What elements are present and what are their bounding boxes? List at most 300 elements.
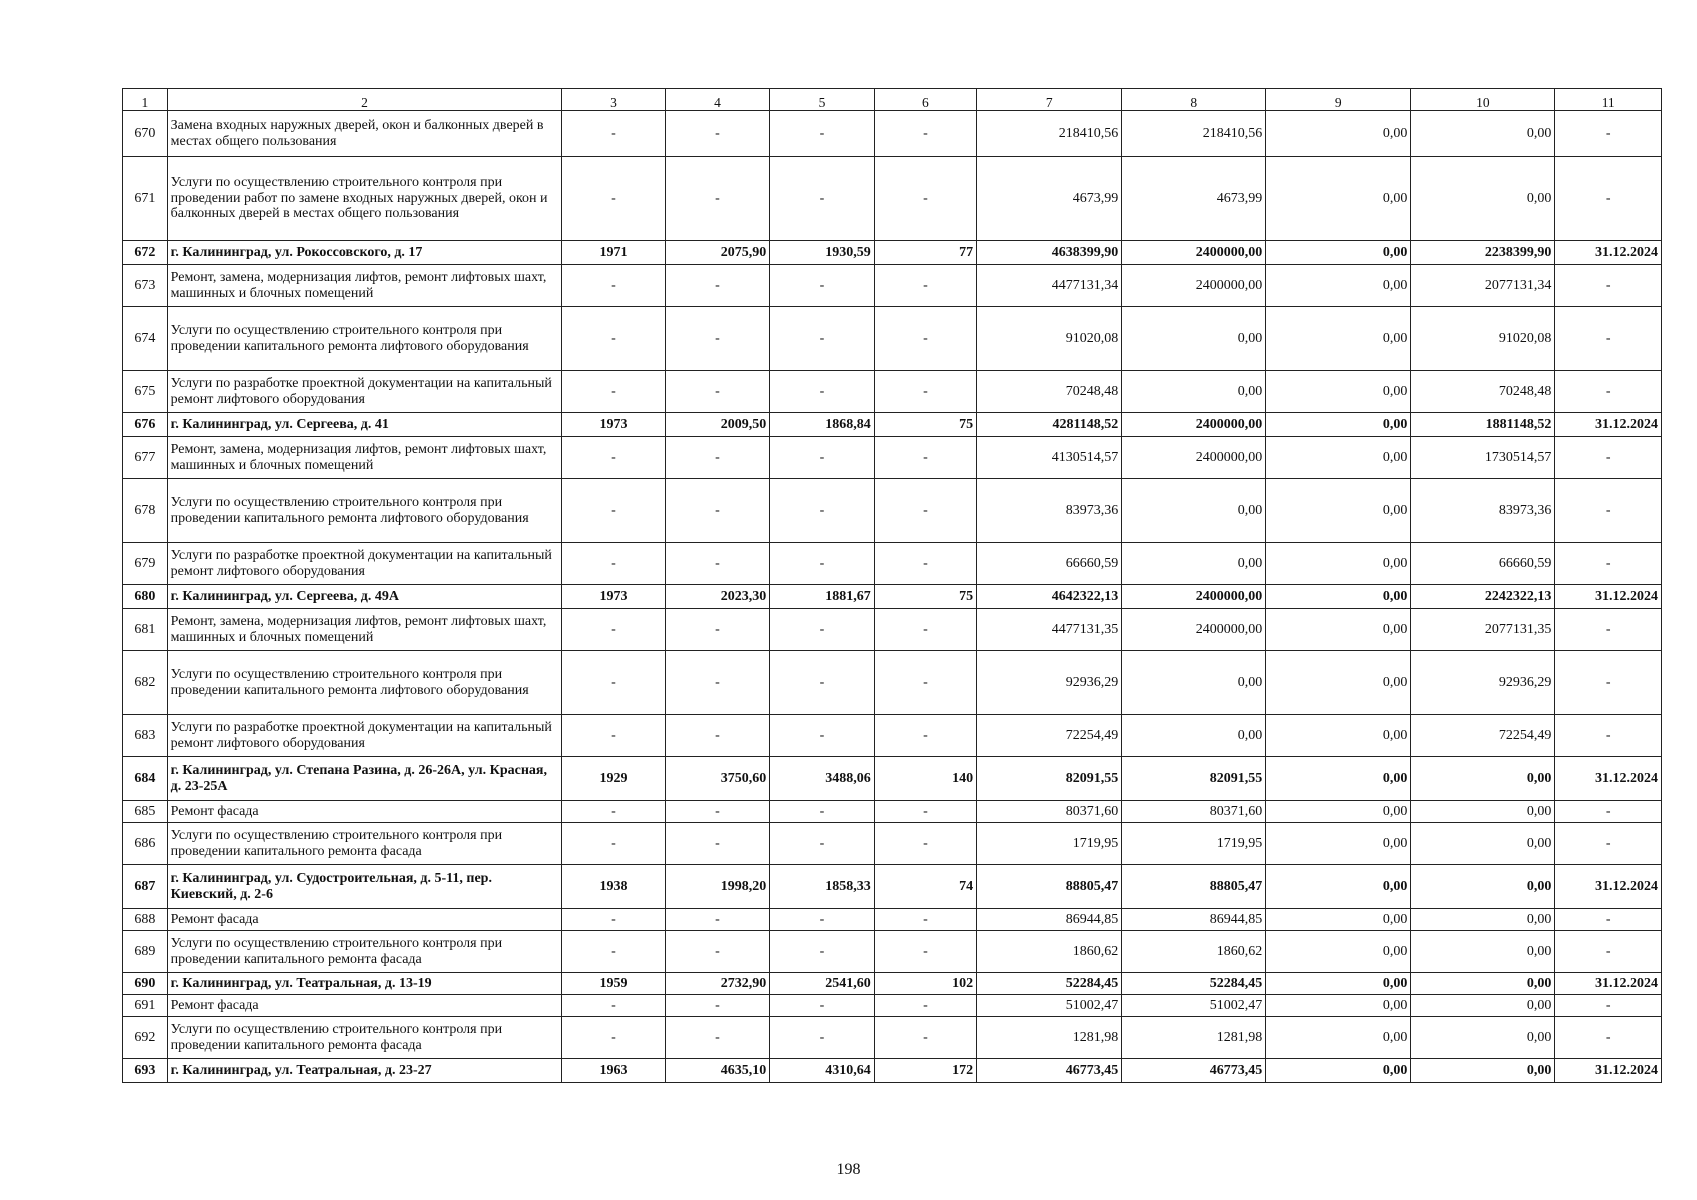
item-name-cell: Ремонт фасада [167, 909, 562, 931]
total-cost-cell: 4642322,13 [977, 585, 1122, 609]
fund-cost-cell: 0,00 [1122, 307, 1266, 371]
table-row [123, 413, 1662, 437]
table-row [123, 1059, 1662, 1083]
item-name-cell: Услуги по осуществлению строительного контроля при проведении работ по замене входных наружных дверей, окон и балконных дверей в местах общего пользования [167, 157, 562, 241]
year-cell: - [562, 823, 665, 865]
residents-cell: - [874, 479, 976, 543]
capital-repair-table [122, 88, 1662, 1083]
total-cost-cell: 4477131,34 [977, 265, 1122, 307]
row-number-cell: 689 [123, 931, 168, 973]
item-name-cell: г. Калининград, ул. Степана Разина, д. 26-26А, ул. Красная, д. 23-25А [167, 757, 562, 801]
total-cost-cell: 1281,98 [977, 1017, 1122, 1059]
living-area-cell: 1858,33 [770, 865, 874, 909]
fund-cost-cell: 46773,45 [1122, 1059, 1266, 1083]
residents-cell: - [874, 437, 976, 479]
table-row [123, 651, 1662, 715]
residents-cell: - [874, 371, 976, 413]
row-number-cell: 692 [123, 1017, 168, 1059]
item-name-cell: Ремонт, замена, модернизация лифтов, ремонт лифтовых шахт, машинных и блочных помещений [167, 609, 562, 651]
item-name-cell: Услуги по осуществлению строительного контроля при проведении капитального ремонта фасада [167, 931, 562, 973]
row-number-cell: 681 [123, 609, 168, 651]
fund-cost-cell: 4673,99 [1122, 157, 1266, 241]
total-cost-cell: 91020,08 [977, 307, 1122, 371]
header-cell: 1 [123, 89, 168, 111]
deadline-cell: 31.12.2024 [1555, 585, 1662, 609]
living-area-cell: - [770, 265, 874, 307]
living-area-cell: - [770, 909, 874, 931]
owner-cost-cell: 0,00 [1411, 909, 1555, 931]
row-number-cell: 680 [123, 585, 168, 609]
owner-cost-cell: 1881148,52 [1411, 413, 1555, 437]
item-name-cell: Услуги по осуществлению строительного контроля при проведении капитального ремонта лифтового оборудования [167, 651, 562, 715]
owner-cost-cell: 0,00 [1411, 823, 1555, 865]
total-area-cell: - [665, 1017, 769, 1059]
table-row [123, 801, 1662, 823]
total-area-cell: - [665, 265, 769, 307]
row-number-cell: 675 [123, 371, 168, 413]
year-cell: 1971 [562, 241, 665, 265]
living-area-cell: 3488,06 [770, 757, 874, 801]
item-name-cell: г. Калининград, ул. Судостроительная, д. 5-11, пер. Киевский, д. 2-6 [167, 865, 562, 909]
residents-cell: - [874, 111, 976, 157]
deadline-cell: 31.12.2024 [1555, 757, 1662, 801]
year-cell: - [562, 909, 665, 931]
table-row [123, 931, 1662, 973]
total-cost-cell: 80371,60 [977, 801, 1122, 823]
budget-cost-cell: 0,00 [1266, 973, 1411, 995]
row-number-cell: 686 [123, 823, 168, 865]
residents-cell: - [874, 157, 976, 241]
deadline-cell: 31.12.2024 [1555, 865, 1662, 909]
deadline-cell: - [1555, 1017, 1662, 1059]
total-area-cell: - [665, 651, 769, 715]
row-number-cell: 691 [123, 995, 168, 1017]
budget-cost-cell: 0,00 [1266, 801, 1411, 823]
header-cell: 4 [665, 89, 769, 111]
header-cell: 5 [770, 89, 874, 111]
budget-cost-cell: 0,00 [1266, 609, 1411, 651]
living-area-cell: - [770, 823, 874, 865]
table-row [123, 865, 1662, 909]
deadline-cell: - [1555, 609, 1662, 651]
owner-cost-cell: 0,00 [1411, 973, 1555, 995]
fund-cost-cell: 2400000,00 [1122, 437, 1266, 479]
budget-cost-cell: 0,00 [1266, 437, 1411, 479]
budget-cost-cell: 0,00 [1266, 909, 1411, 931]
row-number-cell: 683 [123, 715, 168, 757]
owner-cost-cell: 92936,29 [1411, 651, 1555, 715]
total-cost-cell: 88805,47 [977, 865, 1122, 909]
year-cell: - [562, 371, 665, 413]
total-area-cell: - [665, 111, 769, 157]
owner-cost-cell: 0,00 [1411, 1059, 1555, 1083]
residents-cell: - [874, 307, 976, 371]
deadline-cell: - [1555, 111, 1662, 157]
total-cost-cell: 46773,45 [977, 1059, 1122, 1083]
residents-cell: - [874, 931, 976, 973]
owner-cost-cell: 2077131,35 [1411, 609, 1555, 651]
header-cell: 8 [1122, 89, 1266, 111]
total-area-cell: 2732,90 [665, 973, 769, 995]
total-area-cell: 1998,20 [665, 865, 769, 909]
item-name-cell: Услуги по осуществлению строительного контроля при проведении капитального ремонта фасада [167, 1017, 562, 1059]
living-area-cell: 4310,64 [770, 1059, 874, 1083]
item-name-cell: Услуги по осуществлению строительного контроля при проведении капитального ремонта фасада [167, 823, 562, 865]
row-number-cell: 676 [123, 413, 168, 437]
table-row [123, 265, 1662, 307]
year-cell: - [562, 995, 665, 1017]
total-cost-cell: 4673,99 [977, 157, 1122, 241]
deadline-cell: - [1555, 157, 1662, 241]
budget-cost-cell: 0,00 [1266, 715, 1411, 757]
header-cell: 11 [1555, 89, 1662, 111]
row-number-cell: 690 [123, 973, 168, 995]
item-name-cell: г. Калининград, ул. Рокоссовского, д. 17 [167, 241, 562, 265]
deadline-cell: - [1555, 307, 1662, 371]
residents-cell: - [874, 909, 976, 931]
total-area-cell: - [665, 931, 769, 973]
year-cell: 1973 [562, 413, 665, 437]
living-area-cell: 1881,67 [770, 585, 874, 609]
total-area-cell: - [665, 437, 769, 479]
total-area-cell: - [665, 995, 769, 1017]
total-cost-cell: 218410,56 [977, 111, 1122, 157]
living-area-cell: - [770, 437, 874, 479]
residents-cell: - [874, 995, 976, 1017]
table-row [123, 909, 1662, 931]
year-cell: 1959 [562, 973, 665, 995]
residents-cell: - [874, 823, 976, 865]
total-area-cell: 2075,90 [665, 241, 769, 265]
budget-cost-cell: 0,00 [1266, 651, 1411, 715]
row-number-cell: 670 [123, 111, 168, 157]
residents-cell: 75 [874, 585, 976, 609]
living-area-cell: 1930,59 [770, 241, 874, 265]
residents-cell: 75 [874, 413, 976, 437]
deadline-cell: 31.12.2024 [1555, 241, 1662, 265]
row-number-cell: 693 [123, 1059, 168, 1083]
table-row [123, 995, 1662, 1017]
total-cost-cell: 1860,62 [977, 931, 1122, 973]
budget-cost-cell: 0,00 [1266, 111, 1411, 157]
fund-cost-cell: 51002,47 [1122, 995, 1266, 1017]
row-number-cell: 671 [123, 157, 168, 241]
deadline-cell: 31.12.2024 [1555, 973, 1662, 995]
row-number-cell: 677 [123, 437, 168, 479]
total-area-cell: - [665, 909, 769, 931]
total-cost-cell: 4638399,90 [977, 241, 1122, 265]
residents-cell: 140 [874, 757, 976, 801]
header-cell: 10 [1411, 89, 1555, 111]
residents-cell: - [874, 543, 976, 585]
year-cell: - [562, 715, 665, 757]
total-area-cell: - [665, 823, 769, 865]
fund-cost-cell: 1719,95 [1122, 823, 1266, 865]
year-cell: - [562, 111, 665, 157]
item-name-cell: Услуги по осуществлению строительного контроля при проведении капитального ремонта лифтового оборудования [167, 479, 562, 543]
total-cost-cell: 83973,36 [977, 479, 1122, 543]
total-cost-cell: 70248,48 [977, 371, 1122, 413]
residents-cell: 74 [874, 865, 976, 909]
fund-cost-cell: 0,00 [1122, 543, 1266, 585]
item-name-cell: Ремонт, замена, модернизация лифтов, ремонт лифтовых шахт, машинных и блочных помещений [167, 265, 562, 307]
living-area-cell: - [770, 111, 874, 157]
row-number-cell: 682 [123, 651, 168, 715]
owner-cost-cell: 1730514,57 [1411, 437, 1555, 479]
owner-cost-cell: 70248,48 [1411, 371, 1555, 413]
deadline-cell: - [1555, 995, 1662, 1017]
year-cell: - [562, 651, 665, 715]
item-name-cell: Ремонт, замена, модернизация лифтов, ремонт лифтовых шахт, машинных и блочных помещений [167, 437, 562, 479]
item-name-cell: Услуги по разработке проектной документации на капитальный ремонт лифтового оборудования [167, 715, 562, 757]
budget-cost-cell: 0,00 [1266, 995, 1411, 1017]
row-number-cell: 674 [123, 307, 168, 371]
living-area-cell: - [770, 931, 874, 973]
item-name-cell: Ремонт фасада [167, 801, 562, 823]
owner-cost-cell: 66660,59 [1411, 543, 1555, 585]
table-row [123, 585, 1662, 609]
owner-cost-cell: 2242322,13 [1411, 585, 1555, 609]
table-row [123, 307, 1662, 371]
fund-cost-cell: 2400000,00 [1122, 609, 1266, 651]
fund-cost-cell: 88805,47 [1122, 865, 1266, 909]
deadline-cell: - [1555, 823, 1662, 865]
table-row [123, 757, 1662, 801]
residents-cell: 102 [874, 973, 976, 995]
table-row [123, 1017, 1662, 1059]
year-cell: - [562, 437, 665, 479]
total-cost-cell: 92936,29 [977, 651, 1122, 715]
fund-cost-cell: 0,00 [1122, 479, 1266, 543]
residents-cell: - [874, 265, 976, 307]
residents-cell: - [874, 1017, 976, 1059]
deadline-cell: - [1555, 543, 1662, 585]
item-name-cell: Услуги по разработке проектной документации на капитальный ремонт лифтового оборудования [167, 543, 562, 585]
budget-cost-cell: 0,00 [1266, 413, 1411, 437]
column-number-header-row [123, 89, 1662, 111]
budget-cost-cell: 0,00 [1266, 1059, 1411, 1083]
total-cost-cell: 1719,95 [977, 823, 1122, 865]
owner-cost-cell: 0,00 [1411, 111, 1555, 157]
fund-cost-cell: 52284,45 [1122, 973, 1266, 995]
table-row [123, 157, 1662, 241]
table-row [123, 609, 1662, 651]
living-area-cell: - [770, 307, 874, 371]
table-row [123, 823, 1662, 865]
owner-cost-cell: 0,00 [1411, 157, 1555, 241]
item-name-cell: г. Калининград, ул. Сергеева, д. 49А [167, 585, 562, 609]
budget-cost-cell: 0,00 [1266, 371, 1411, 413]
deadline-cell: - [1555, 265, 1662, 307]
header-cell: 7 [977, 89, 1122, 111]
living-area-cell: 2541,60 [770, 973, 874, 995]
table-row [123, 371, 1662, 413]
year-cell: - [562, 801, 665, 823]
residents-cell: 172 [874, 1059, 976, 1083]
fund-cost-cell: 82091,55 [1122, 757, 1266, 801]
deadline-cell: - [1555, 715, 1662, 757]
living-area-cell: - [770, 543, 874, 585]
year-cell: - [562, 307, 665, 371]
residents-cell: - [874, 715, 976, 757]
header-cell: 2 [167, 89, 562, 111]
budget-cost-cell: 0,00 [1266, 157, 1411, 241]
budget-cost-cell: 0,00 [1266, 757, 1411, 801]
total-area-cell: 3750,60 [665, 757, 769, 801]
total-area-cell: - [665, 371, 769, 413]
total-cost-cell: 4130514,57 [977, 437, 1122, 479]
owner-cost-cell: 72254,49 [1411, 715, 1555, 757]
budget-cost-cell: 0,00 [1266, 479, 1411, 543]
header-cell: 9 [1266, 89, 1411, 111]
total-area-cell: 4635,10 [665, 1059, 769, 1083]
owner-cost-cell: 2238399,90 [1411, 241, 1555, 265]
row-number-cell: 685 [123, 801, 168, 823]
year-cell: 1973 [562, 585, 665, 609]
page-number: 198 [836, 1161, 861, 1178]
total-area-cell: - [665, 307, 769, 371]
deadline-cell: 31.12.2024 [1555, 413, 1662, 437]
item-name-cell: Услуги по разработке проектной документации на капитальный ремонт лифтового оборудования [167, 371, 562, 413]
year-cell: - [562, 543, 665, 585]
deadline-cell: - [1555, 479, 1662, 543]
living-area-cell: - [770, 371, 874, 413]
table-row [123, 973, 1662, 995]
living-area-cell: - [770, 995, 874, 1017]
total-cost-cell: 86944,85 [977, 909, 1122, 931]
owner-cost-cell: 91020,08 [1411, 307, 1555, 371]
year-cell: - [562, 157, 665, 241]
year-cell: - [562, 931, 665, 973]
owner-cost-cell: 83973,36 [1411, 479, 1555, 543]
fund-cost-cell: 0,00 [1122, 715, 1266, 757]
budget-cost-cell: 0,00 [1266, 1017, 1411, 1059]
total-cost-cell: 82091,55 [977, 757, 1122, 801]
total-area-cell: - [665, 479, 769, 543]
item-name-cell: Ремонт фасада [167, 995, 562, 1017]
table-row [123, 437, 1662, 479]
fund-cost-cell: 2400000,00 [1122, 585, 1266, 609]
fund-cost-cell: 0,00 [1122, 371, 1266, 413]
owner-cost-cell: 0,00 [1411, 995, 1555, 1017]
fund-cost-cell: 2400000,00 [1122, 265, 1266, 307]
deadline-cell: - [1555, 801, 1662, 823]
table-row [123, 111, 1662, 157]
row-number-cell: 687 [123, 865, 168, 909]
total-area-cell: - [665, 609, 769, 651]
item-name-cell: Услуги по осуществлению строительного контроля при проведении капитального ремонта лифтового оборудования [167, 307, 562, 371]
budget-cost-cell: 0,00 [1266, 931, 1411, 973]
total-cost-cell: 51002,47 [977, 995, 1122, 1017]
total-cost-cell: 4281148,52 [977, 413, 1122, 437]
deadline-cell: - [1555, 437, 1662, 479]
row-number-cell: 672 [123, 241, 168, 265]
row-number-cell: 688 [123, 909, 168, 931]
budget-cost-cell: 0,00 [1266, 585, 1411, 609]
living-area-cell: - [770, 157, 874, 241]
residents-cell: - [874, 801, 976, 823]
fund-cost-cell: 86944,85 [1122, 909, 1266, 931]
owner-cost-cell: 0,00 [1411, 865, 1555, 909]
year-cell: - [562, 609, 665, 651]
owner-cost-cell: 2077131,34 [1411, 265, 1555, 307]
total-cost-cell: 52284,45 [977, 973, 1122, 995]
budget-cost-cell: 0,00 [1266, 265, 1411, 307]
residents-cell: - [874, 651, 976, 715]
living-area-cell: 1868,84 [770, 413, 874, 437]
item-name-cell: Замена входных наружных дверей, окон и балконных дверей в местах общего пользования [167, 111, 562, 157]
total-area-cell: 2009,50 [665, 413, 769, 437]
budget-cost-cell: 0,00 [1266, 307, 1411, 371]
owner-cost-cell: 0,00 [1411, 931, 1555, 973]
budget-cost-cell: 0,00 [1266, 865, 1411, 909]
fund-cost-cell: 1860,62 [1122, 931, 1266, 973]
fund-cost-cell: 218410,56 [1122, 111, 1266, 157]
deadline-cell: 31.12.2024 [1555, 1059, 1662, 1083]
table-row [123, 543, 1662, 585]
header-cell: 6 [874, 89, 976, 111]
item-name-cell: г. Калининград, ул. Театральная, д. 23-27 [167, 1059, 562, 1083]
header-cell: 3 [562, 89, 665, 111]
row-number-cell: 678 [123, 479, 168, 543]
owner-cost-cell: 0,00 [1411, 1017, 1555, 1059]
row-number-cell: 679 [123, 543, 168, 585]
year-cell: 1929 [562, 757, 665, 801]
year-cell: 1963 [562, 1059, 665, 1083]
budget-cost-cell: 0,00 [1266, 241, 1411, 265]
owner-cost-cell: 0,00 [1411, 801, 1555, 823]
total-area-cell: - [665, 157, 769, 241]
year-cell: 1938 [562, 865, 665, 909]
fund-cost-cell: 80371,60 [1122, 801, 1266, 823]
total-area-cell: - [665, 543, 769, 585]
fund-cost-cell: 2400000,00 [1122, 241, 1266, 265]
living-area-cell: - [770, 801, 874, 823]
residents-cell: - [874, 609, 976, 651]
fund-cost-cell: 1281,98 [1122, 1017, 1266, 1059]
total-cost-cell: 4477131,35 [977, 609, 1122, 651]
table-row [123, 479, 1662, 543]
fund-cost-cell: 0,00 [1122, 651, 1266, 715]
living-area-cell: - [770, 609, 874, 651]
row-number-cell: 684 [123, 757, 168, 801]
residents-cell: 77 [874, 241, 976, 265]
item-name-cell: г. Калининград, ул. Театральная, д. 13-19 [167, 973, 562, 995]
table-row [123, 715, 1662, 757]
item-name-cell: г. Калининград, ул. Сергеева, д. 41 [167, 413, 562, 437]
table-row [123, 241, 1662, 265]
budget-cost-cell: 0,00 [1266, 543, 1411, 585]
living-area-cell: - [770, 1017, 874, 1059]
living-area-cell: - [770, 479, 874, 543]
fund-cost-cell: 2400000,00 [1122, 413, 1266, 437]
deadline-cell: - [1555, 371, 1662, 413]
total-cost-cell: 72254,49 [977, 715, 1122, 757]
living-area-cell: - [770, 715, 874, 757]
deadline-cell: - [1555, 651, 1662, 715]
total-cost-cell: 66660,59 [977, 543, 1122, 585]
total-area-cell: 2023,30 [665, 585, 769, 609]
deadline-cell: - [1555, 909, 1662, 931]
year-cell: - [562, 265, 665, 307]
year-cell: - [562, 479, 665, 543]
deadline-cell: - [1555, 931, 1662, 973]
living-area-cell: - [770, 651, 874, 715]
year-cell: - [562, 1017, 665, 1059]
owner-cost-cell: 0,00 [1411, 757, 1555, 801]
budget-cost-cell: 0,00 [1266, 823, 1411, 865]
row-number-cell: 673 [123, 265, 168, 307]
